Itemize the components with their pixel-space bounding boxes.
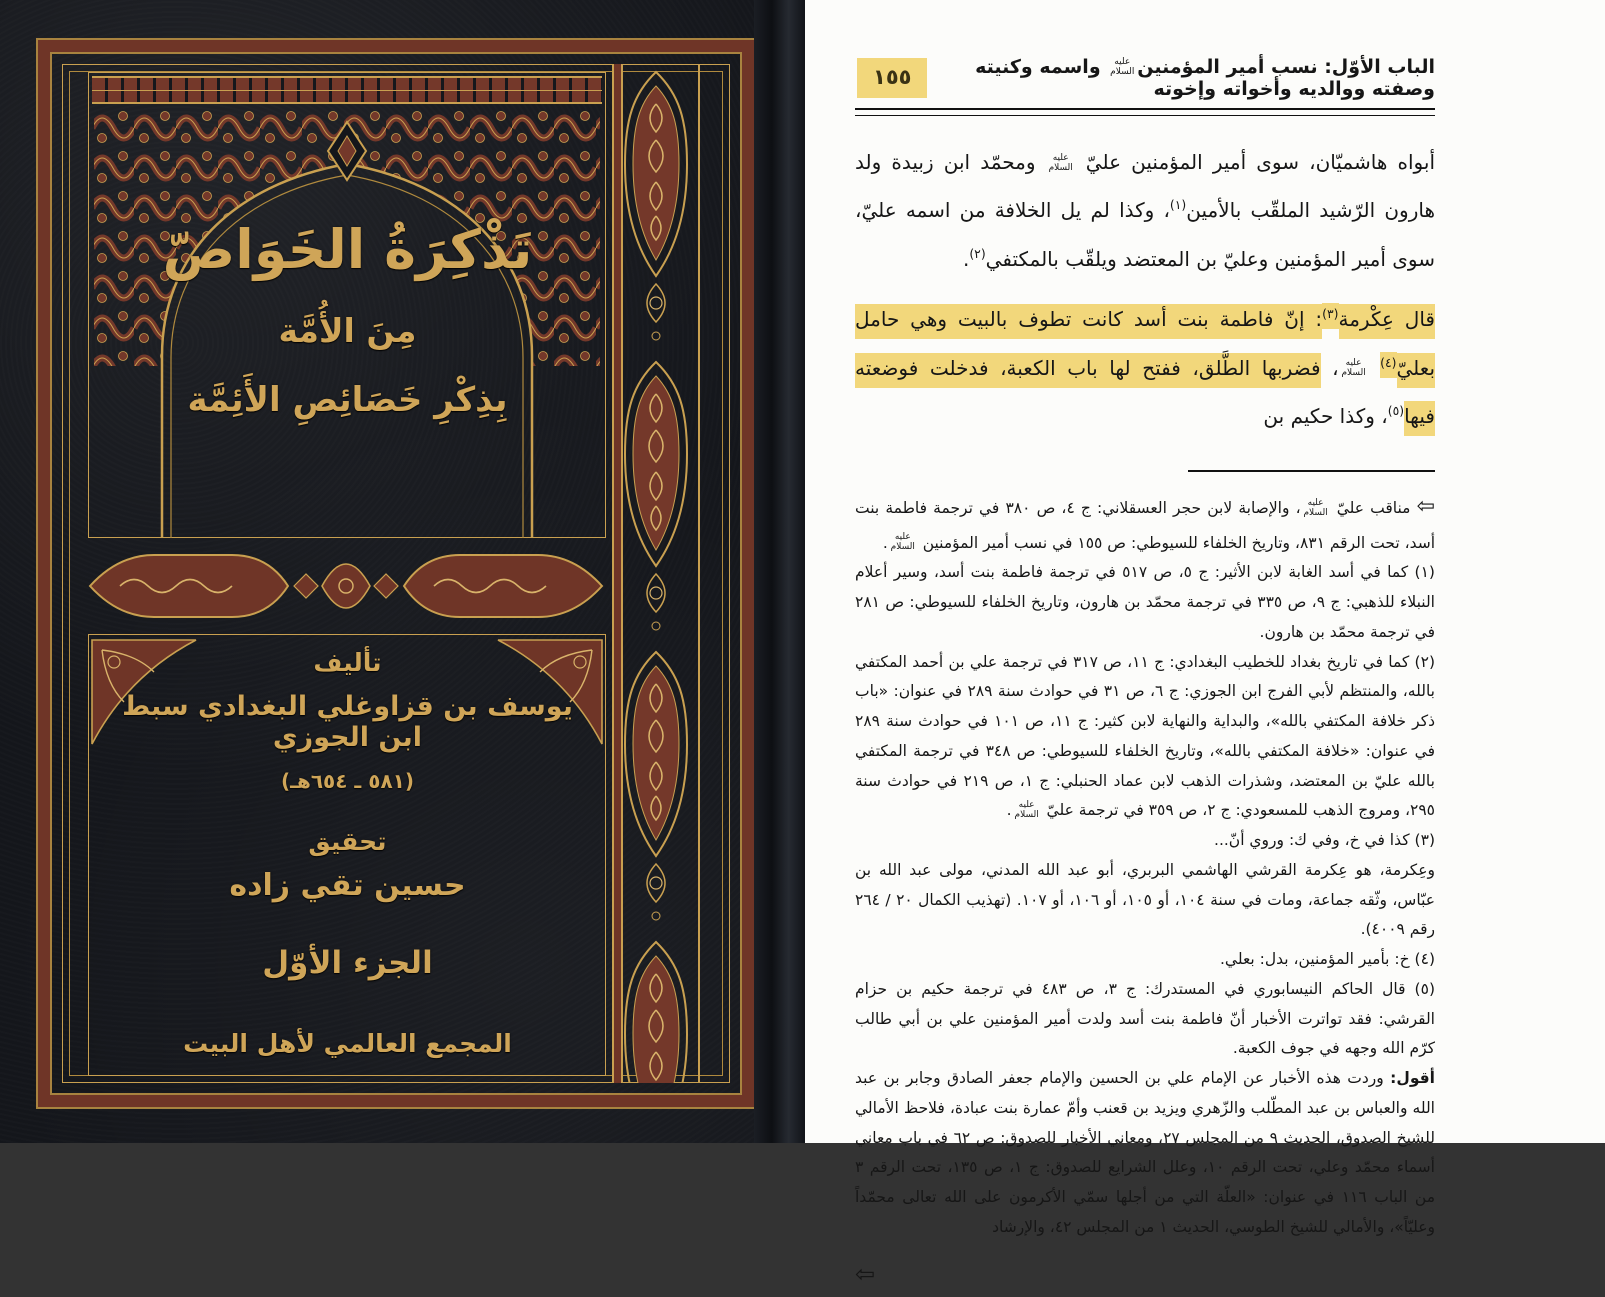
chapter-title: الباب الأوّل: نسب أمير المؤمنينعليه السلام واسمه وكنيته وصفته ووالديه وأخواته وإخوته: [975, 56, 1435, 100]
cover-title-line1: تَذْكِرَةُ الخَوَاصّ: [162, 218, 533, 281]
cover-author-block: [120, 648, 575, 1058]
footnote-5-continued: أقول: وردت هذه الأخبار عن الإمام علي بن الحسين والإمام جعفر الصادق وجابر بن عبد الله والعباس بن عبد المطّلب والزّهري ويزيد بن قعنب وأمّ عمارة بنت عبادة، فلاحظ الأمالي للشيخ الصدوق، الحديث ٩ من المجلس ٢٧، ومعاني الأخبار للصدوق: ص ٦٢ في باب معاني أسماء محمّد وعلي، تحت الرقم ١٠، وعلل الشرايع للصدوق: ج ١، ص ١٣٥، تحت الرقم ٣ من الباب ١١٦ في عنوان: «العلّة التي من أجلها سمّي الأكرمون على الله تعالى محمّداً وعليّاً»، والأمالي للشيخ الطوسي، الحديث ١ من المجلس ٤٢، والإرشاد: [855, 1069, 1435, 1236]
header-rule: [855, 108, 1435, 116]
book-cover: [0, 0, 805, 1143]
cover-author-name: يوسف بن قزاوغلي البغدادي سبط ابن الجوزي: [122, 691, 573, 753]
footnote-1: (١) كما في أسد الغابة لابن الأثير: ج ٥، ص ٥١٧ في ترجمة فاطمة بنت أسد، وسير أعلام النبلاء للذهبي: ج ٩، ص ٣٣٥ في ترجمة محمّد بن هارون، وتاريخ الخلفاء للسيوطي: ص ٢٨١ في ترجمة محمّد بن هارون.: [855, 563, 1435, 641]
cover-publisher: المجمع العالمي لأهل البيت: [183, 1029, 512, 1058]
cover-title-line3: بِذِكْرِ خَصَائِصِ الأَئِمَّة: [187, 380, 508, 420]
chain-ornament-strip: [612, 64, 700, 1083]
footnote-3: (٣) كذا في خ، وفي ك: وروي أنّ...: [1214, 831, 1435, 850]
cover-title-line2: مِنَ الأُمَّة: [278, 311, 417, 350]
footnote-5: (٥) قال الحاكم النيسابوري في المستدرك: ج ٣، ص ٤٨٣ في ترجمة حكيم بن حزام القرشي: فقد تواترت الأخبار أنّ فاطمة بنت أسد ولدت أمير المؤمنين علي بن أبي طالب كرّم الله وجهه في جوف الكعبة.: [855, 979, 1435, 1058]
page-text-column: [855, 56, 1435, 1297]
footnote-4: (٤) خ: بأمير المؤمنين، بدل: بعلي.: [1219, 950, 1435, 969]
cover-author-label: تأليف: [313, 648, 382, 677]
body-text: [855, 138, 1435, 440]
continuation-arrow-icon: ⇦: [855, 1259, 876, 1288]
cover-editor-label: تحقيق: [308, 827, 387, 856]
footnote-separator: [1188, 470, 1435, 472]
cartouche-band-ornament: [82, 544, 610, 628]
footnotes-block: [855, 486, 1435, 1296]
cover-hinge: [754, 0, 805, 1143]
cover-editor-name: حسين تقي زاده: [229, 868, 466, 903]
cover-checker-band-ornament: [92, 76, 602, 104]
cover-title-block: [120, 218, 575, 420]
cover-author-dates: (٥٨١ ـ ٦٥٤هـ): [281, 769, 414, 793]
body-paragraph-highlighted: قال عِكْرمة$^{(٣)}$: إنّ فاطمة بنت أسد كانت تطوف بالبيت وهي حامل بعليّ$^{(٤)}$ عليه السلام، فضربها الطَّلق، ففتح لها باب الكعبة، فدخلت فوضعته فيها$^{(٥)}$، وكذا حكيم بن: [855, 295, 1435, 440]
page-header: [855, 56, 1435, 100]
book-page: [805, 0, 1605, 1288]
body-paragraph: أبواه هاشميّان، سوى أمير المؤمنين عليّ عليه السلام ومحمّد ابن زبيدة ولد هارون الرّشيد الملقّب بالأمين$^{(١)}$، وكذا لم يل الخلافة من اسمه عليّ، سوى أمير المؤمنين وعليّ بن المعتضد ويلقّب بالمكتفي$^{(٢)}$.: [855, 150, 1435, 271]
footnote-2: (٢) كما في تاريخ بغداد للخطيب البغدادي: ج ١١، ص ٣١٧ في ترجمة علي بن أحمد المكتفي بالله، والمنتظم لأبي الفرج ابن الجوزي: ج ٦، ص ٣١ في حوادث سنة ٢٨٩ في عنوان: «باب ذكر خلافة المكتفي بالله»، والبداية والنهاية لابن كثير: ج ١١، ص ١٠١ في حوادث سنة ٢٨٩ في عنوان: «خلافة المكتفي بالله»، وتاريخ الخلفاء للسيوطي: ص ٣٤٨ في ترجمة المكتفي بالله عليّ بن المعتضد، وشذرات الذهب لابن عماد الحنبلي: ج ١، ص ٢١٩ في حوادث سنة ٢٩٥، ومروج الذهب للمسعودي: ج ٢، ص ٣٥٩ في ترجمة عليّ عليه السلام.: [855, 652, 1435, 820]
footnote-3-continued: وعِكرمة، هو عِكرمة القرشي الهاشمي البربري، أبو عبد الله المدني، مولى عبد الله بن عبّاس، وثّقه جماعة، ومات في سنة ١٠٤، أو ١٠٥، أو ١٠٦، أو ١٠٧. (تهذيب الكمال ٢٠ / ٢٦٤ رقم ٤٠٠٩).: [855, 860, 1436, 939]
cover-volume-label: الجزء الأوّل: [262, 945, 433, 981]
footnote-continuation: ⇦ مناقب عليّ عليه السلام، والإصابة لابن حجر العسقلاني: ج ٤، ص ٣٨٠ في ترجمة فاطمة بنت أسد، تحت الرقم ٨٣١، وتاريخ الخلفاء للسيوطي: ص ١٥٥ في نسب أمير المؤمنين عليه السلام.: [855, 494, 1435, 553]
page-number-badge: ١٥٥: [857, 58, 927, 98]
